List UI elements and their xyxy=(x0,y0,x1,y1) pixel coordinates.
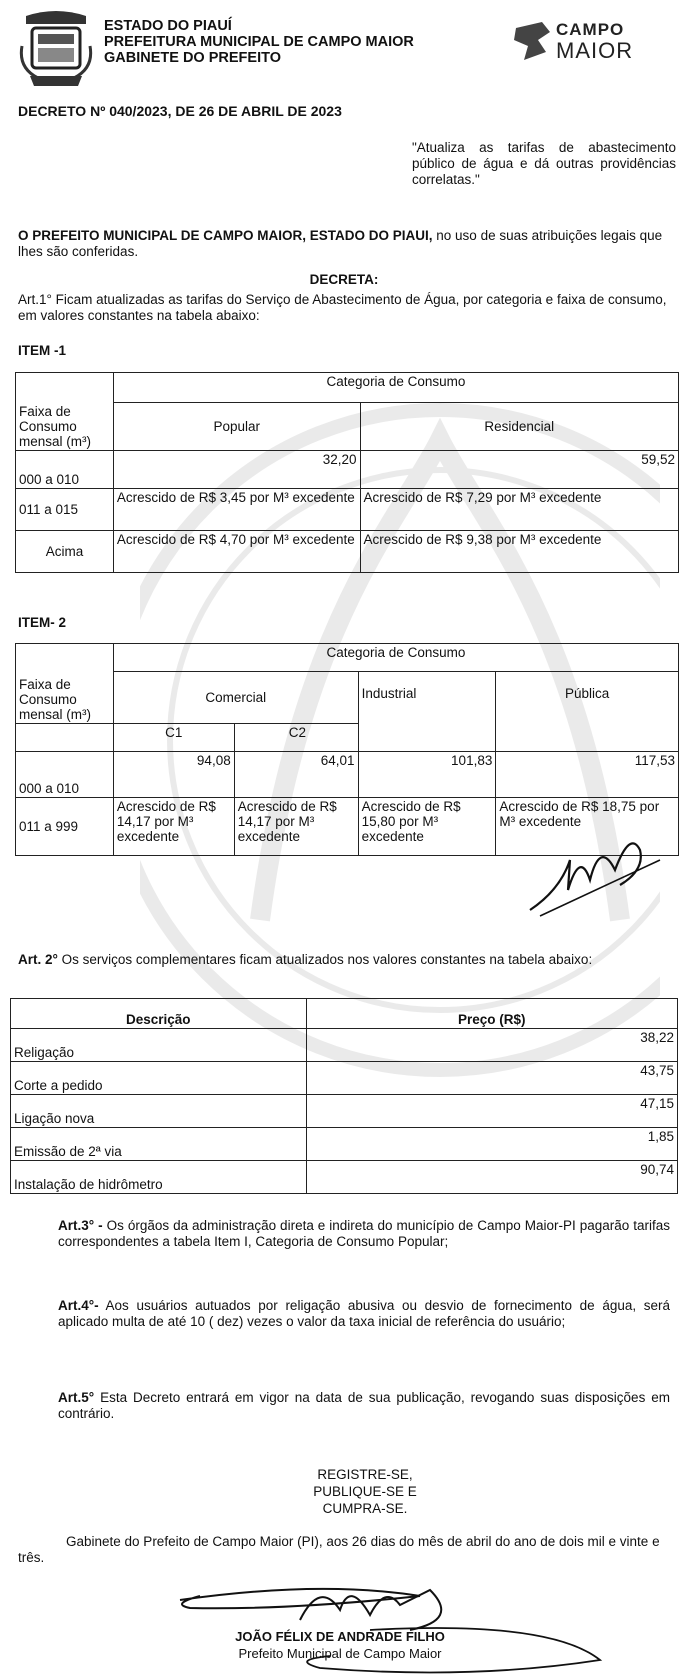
item-2-label: ITEM- 2 xyxy=(18,615,67,630)
value-cell: 32,20 xyxy=(113,451,360,489)
faixa-cell: Acima xyxy=(16,531,114,573)
service-desc: Instalação de hidrômetro xyxy=(11,1161,307,1194)
table-row xyxy=(11,1095,678,1128)
value-cell: Acrescido de R$ 18,75 por M³ excedente xyxy=(496,798,679,856)
coat-of-arms-seal xyxy=(18,6,94,90)
value-cell: 101,83 xyxy=(358,752,496,798)
faixa-cell: 011 a 999 xyxy=(16,798,114,856)
service-price: 90,74 xyxy=(306,1161,677,1194)
article-4-text: Aos usuários autuados por religação abusiva ou desvio de fornecimento de água, será aplicado multa de até 10 ( dez) vezes o valor da taxa inicial de referência do usuário; xyxy=(58,1298,670,1329)
value-cell: Acrescido de R$ 9,38 por M³ excedente xyxy=(360,531,678,573)
header-prefecture: PREFEITURA MUNICIPAL DE CAMPO MAIOR xyxy=(104,34,414,50)
article-5-number: Art.5° xyxy=(58,1390,95,1405)
tariff-table-item-1 xyxy=(15,372,679,573)
value-cell: Acrescido de R$ 14,17 por M³ excedente xyxy=(234,798,358,856)
article-4-number: Art.4°- xyxy=(58,1298,99,1313)
col-residencial: Residencial xyxy=(360,403,678,451)
col-popular: Popular xyxy=(113,403,360,451)
value-cell: 94,08 xyxy=(113,752,234,798)
value-cell: 117,53 xyxy=(496,752,679,798)
article-2 xyxy=(18,952,670,968)
article-3-number: Art.3° - xyxy=(58,1218,103,1233)
table-row xyxy=(16,451,679,489)
preamble-authority: O PREFEITO MUNICIPAL DE CAMPO MAIOR, ESTADO DO PIAUI, xyxy=(18,228,433,243)
tariff-table-item-2 xyxy=(15,643,679,856)
article-3 xyxy=(58,1218,670,1250)
article-2-number: Art. 2° xyxy=(18,952,58,967)
value-cell: Acrescido de R$ 14,17 por M³ excedente xyxy=(113,798,234,856)
col-c1: C1 xyxy=(113,724,234,752)
faixa-cell: 011 a 015 xyxy=(16,489,114,531)
decreta-heading: DECRETA: xyxy=(309,272,379,287)
article-4 xyxy=(58,1298,670,1330)
col-price: Preço (R$) xyxy=(306,999,677,1029)
table-row xyxy=(16,752,679,798)
header-state: ESTADO DO PIAUÍ xyxy=(104,18,232,34)
service-desc: Corte a pedido xyxy=(11,1062,307,1095)
closing-line: CUMPRA-SE. xyxy=(322,1501,408,1516)
table-row xyxy=(11,1128,678,1161)
decree-title: DECRETO Nº 040/2023, DE 26 DE ABRIL DE 2023 xyxy=(18,103,342,119)
table-row xyxy=(11,1062,678,1095)
closing-line: REGISTRE-SE, xyxy=(317,1467,413,1482)
service-price: 43,75 xyxy=(306,1062,677,1095)
services-table xyxy=(10,998,678,1194)
header-office: GABINETE DO PREFEITO xyxy=(104,50,281,66)
preamble xyxy=(18,228,670,260)
value-cell: Acrescido de R$ 7,29 por M³ excedente xyxy=(360,489,678,531)
article-5-text: Esta Decreto entrará em vigor na data de sua publicação, revogando suas disposições em contrário. xyxy=(58,1390,670,1421)
col-comercial: Comercial xyxy=(113,672,358,724)
col-publica: Pública xyxy=(496,672,679,752)
table-row xyxy=(16,489,679,531)
service-desc: Religação xyxy=(11,1029,307,1062)
empty-cell xyxy=(16,724,114,752)
value-cell: 64,01 xyxy=(234,752,358,798)
table-row xyxy=(11,1029,678,1062)
value-cell: Acrescido de R$ 4,70 por M³ excedente xyxy=(113,531,360,573)
item-1-label: ITEM -1 xyxy=(18,343,67,358)
value-cell: Acrescido de R$ 15,80 por M³ excedente xyxy=(358,798,496,856)
initials-signature xyxy=(520,830,670,920)
ementa: "Atualiza as tarifas de abastecimento público de água e dá outras providências correlatas." xyxy=(412,140,676,187)
closing-line: PUBLIQUE-SE E xyxy=(313,1484,417,1499)
article-5 xyxy=(58,1390,670,1422)
city-logo xyxy=(512,16,652,68)
closing-formula xyxy=(240,1466,490,1517)
signer-name: JOÃO FÉLIX DE ANDRADE FILHO xyxy=(235,1629,445,1644)
preamble-text: no uso de suas atribuições legais que lhes são conferidas. xyxy=(18,228,663,259)
faixa-header: Faixa de Consumo mensal (m³) xyxy=(16,373,114,451)
service-price: 1,85 xyxy=(306,1128,677,1161)
article-3-text: Os órgãos da administração direta e indireta do município de Campo Maior-PI pagarão tarifas correspondentes a tabela Item I, Categoria de Consumo Popular; xyxy=(58,1218,670,1249)
service-price: 47,15 xyxy=(306,1095,677,1128)
signer-title: Prefeito Municipal de Campo Maior xyxy=(238,1646,442,1661)
value-cell: 59,52 xyxy=(360,451,678,489)
col-description: Descrição xyxy=(11,999,307,1029)
header-text xyxy=(104,18,414,66)
table-row xyxy=(11,1161,678,1194)
col-industrial: Industrial xyxy=(358,672,496,752)
value-cell: Acrescido de R$ 3,45 por M³ excedente xyxy=(113,489,360,531)
article-1: Art.1° Ficam atualizadas as tarifas do Serviço de Abastecimento de Água, por categoria e faixa de consumo, em valores constantes na tabela abaixo: xyxy=(18,292,667,323)
faixa-cell: 000 a 010 xyxy=(16,752,114,798)
faixa-cell: 000 a 010 xyxy=(16,451,114,489)
service-desc: Ligação nova xyxy=(11,1095,307,1128)
logo-emblem-icon xyxy=(512,18,554,64)
date-line: Gabinete do Prefeito de Campo Maior (PI), aos 26 dias do mês de abril do ano de dois mil e vinte e três. xyxy=(18,1534,660,1565)
categoria-header: Categoria de Consumo xyxy=(113,373,678,403)
logo-text-top: CAMPO xyxy=(556,20,625,39)
service-desc: Emissão de 2ª via xyxy=(11,1128,307,1161)
article-2-text: Os serviços complementares ficam atualizados nos valores constantes na tabela abaixo: xyxy=(57,952,593,967)
service-price: 38,22 xyxy=(306,1029,677,1062)
categoria-header: Categoria de Consumo xyxy=(113,644,678,672)
table-row xyxy=(16,531,679,573)
logo-text-bottom: MAIOR xyxy=(556,38,634,63)
col-c2: C2 xyxy=(234,724,358,752)
faixa-header: Faixa de Consumo mensal (m³) xyxy=(16,644,114,724)
